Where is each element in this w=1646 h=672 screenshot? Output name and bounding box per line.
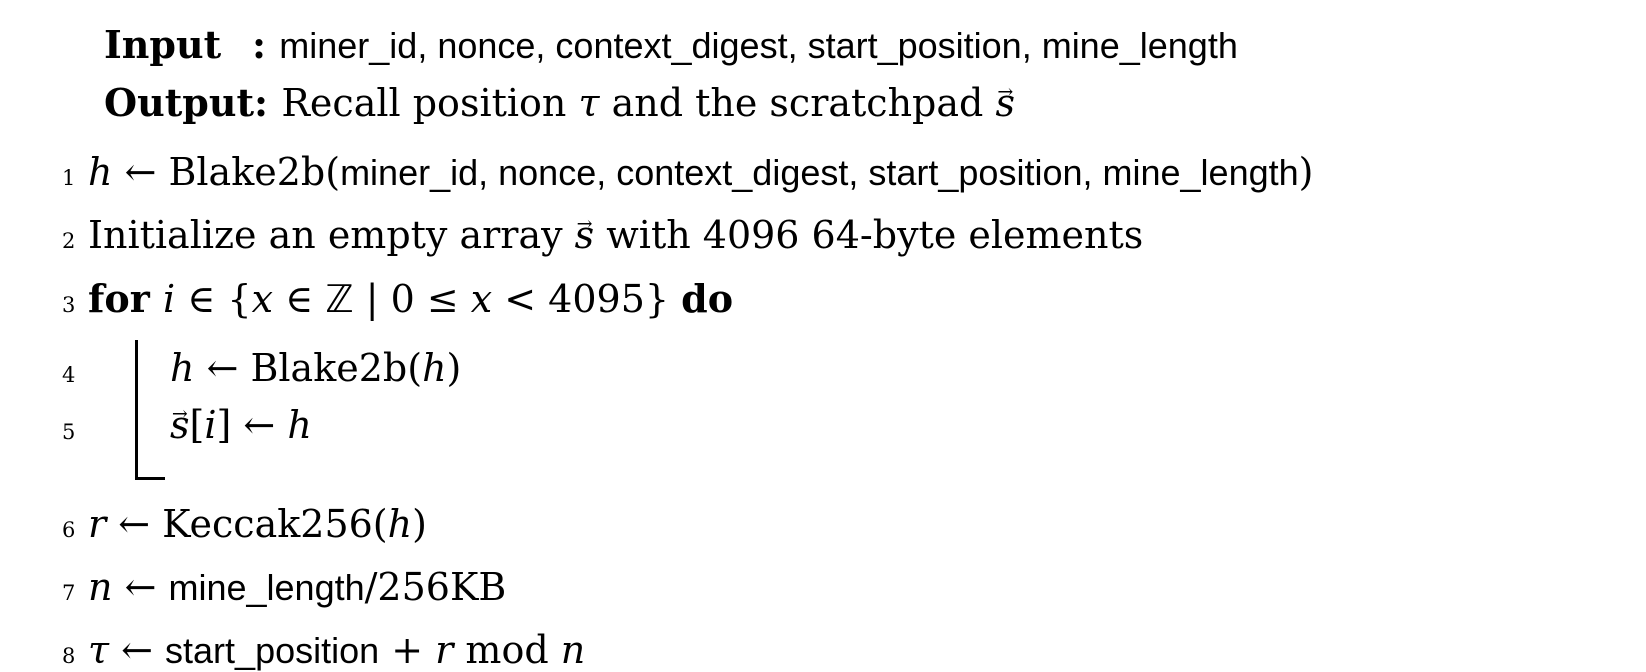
text-segment: i <box>204 403 217 447</box>
text-segment: h <box>170 346 195 390</box>
text-segment: ← <box>109 628 166 672</box>
text-segment: [ <box>189 403 205 447</box>
text-segment: + <box>379 628 436 672</box>
line-content <box>88 559 1630 616</box>
text-segment: miner_id, nonce, context_digest, start_position, mine_length <box>340 152 1299 193</box>
line-number: 4 <box>62 363 76 387</box>
text-segment: : <box>252 22 280 67</box>
text-segment: start_position <box>165 630 380 671</box>
algorithm-block <box>62 16 1630 672</box>
text-segment: | 0 ≤ <box>353 277 471 321</box>
line-content <box>88 622 1630 672</box>
text-segment: i <box>162 277 176 321</box>
line-content <box>88 496 1630 553</box>
io-label: Input <box>104 22 222 67</box>
text-segment: mod <box>453 628 561 672</box>
algo-line-6 <box>62 496 1630 559</box>
text-segment: ← Keccak256( <box>106 502 388 546</box>
text-segment: with 4096 64-byte elements <box>594 213 1144 257</box>
line-content <box>88 144 1630 201</box>
line-number: 3 <box>62 293 76 317</box>
algo-line-4 <box>170 340 461 397</box>
input-line <box>62 16 1630 74</box>
algo-line-8 <box>62 622 1630 672</box>
algo-line-3 <box>62 270 1630 334</box>
algo-line-2 <box>62 207 1630 270</box>
text-segment: s → <box>170 406 190 444</box>
text-segment: for <box>88 276 163 321</box>
text-segment: ) <box>412 502 427 546</box>
loop-indent-rule <box>135 340 461 480</box>
algo-line-5 <box>170 397 461 454</box>
text-segment: /256KB <box>364 565 507 609</box>
text-segment: : <box>254 80 282 125</box>
loop-end-foot <box>135 477 165 480</box>
line-number: 2 <box>62 229 76 253</box>
text-segment: r <box>88 502 107 546</box>
text-segment: ← Blake2b( <box>112 150 341 194</box>
text-segment: x <box>470 277 493 321</box>
for-loop-body <box>62 340 1630 480</box>
text-segment: < 4095} <box>492 277 682 321</box>
text-segment: h <box>287 403 312 447</box>
line-number: 6 <box>62 518 76 542</box>
text-segment: ∈ { <box>175 277 252 321</box>
text-segment: h <box>422 346 447 390</box>
line-number: 8 <box>62 644 76 668</box>
output-line <box>62 74 1630 132</box>
line-number: 1 <box>62 166 76 190</box>
text-segment: n <box>88 565 113 609</box>
text-segment: ← <box>112 565 169 609</box>
text-segment: h <box>88 150 113 194</box>
text-segment: and the scratchpad <box>599 81 996 125</box>
text-segment: τ <box>88 628 110 672</box>
line-number: 5 <box>62 420 76 444</box>
text-segment: ← Blake2b( <box>194 346 423 390</box>
text-segment: n <box>560 628 586 672</box>
text-segment: Initialize an empty array <box>88 213 575 257</box>
line-content <box>88 207 1630 264</box>
text-segment: ∈ <box>273 277 326 321</box>
line-content <box>88 270 1630 328</box>
text-segment: s → <box>995 84 1015 122</box>
io-label: Output <box>104 80 255 125</box>
text-segment: τ <box>578 81 600 125</box>
text-segment: ] ← <box>216 403 288 447</box>
line-number: 7 <box>62 581 76 605</box>
algo-line-7 <box>62 559 1630 622</box>
text-segment: ) <box>446 346 462 390</box>
text-segment: h <box>387 502 413 546</box>
text-segment: Recall position <box>281 81 579 125</box>
loop-line-numbers <box>62 340 88 480</box>
text-segment: mine_length <box>168 567 365 608</box>
text-segment: s → <box>575 216 595 254</box>
text-segment: ℤ <box>325 277 354 321</box>
text-segment: do <box>681 276 734 321</box>
text-segment: miner_id, nonce, context_digest, start_position, mine_length <box>279 25 1238 66</box>
text-segment: r <box>435 628 454 672</box>
text-segment: x <box>251 277 274 321</box>
algo-line-1 <box>62 144 1630 207</box>
text-segment: ) <box>1298 150 1314 194</box>
